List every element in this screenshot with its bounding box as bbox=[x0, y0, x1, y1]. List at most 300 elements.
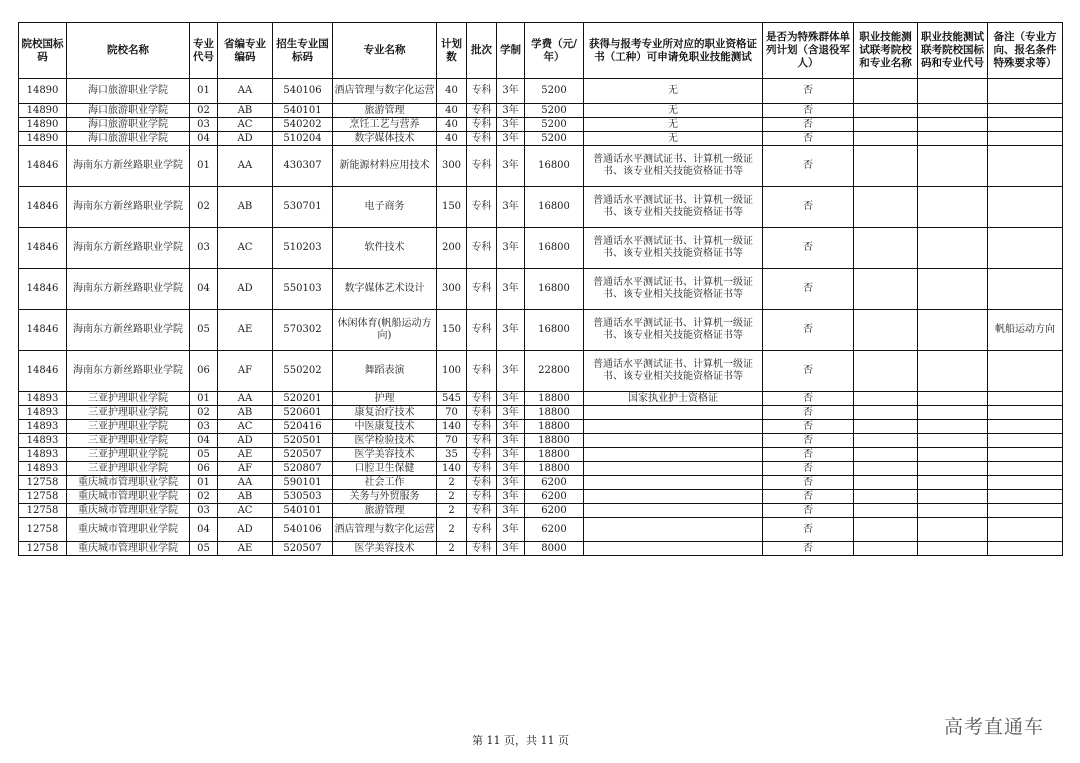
cell-special-group: 否 bbox=[763, 434, 854, 448]
cell-remarks bbox=[988, 420, 1063, 434]
cell-joint-test-school bbox=[854, 146, 918, 187]
cell-national-major-code: 430307 bbox=[273, 146, 333, 187]
cell-remarks bbox=[988, 448, 1063, 462]
cell-tuition: 5200 bbox=[525, 79, 584, 104]
cell-tuition: 18800 bbox=[525, 448, 584, 462]
cell-batch: 专科 bbox=[467, 118, 497, 132]
table-row bbox=[19, 269, 1063, 310]
cell-school-name: 海口旅游职业学院 bbox=[67, 118, 190, 132]
cell-tuition: 18800 bbox=[525, 406, 584, 420]
cell-remarks bbox=[988, 518, 1063, 542]
cell-duration: 3年 bbox=[497, 542, 525, 556]
cell-joint-test-code bbox=[918, 434, 988, 448]
cell-national-major-code: 520416 bbox=[273, 420, 333, 434]
cell-major-code: 03 bbox=[190, 504, 218, 518]
cell-batch: 专科 bbox=[467, 228, 497, 269]
cell-national-major-code: 540202 bbox=[273, 118, 333, 132]
cell-major-name: 社会工作 bbox=[333, 476, 437, 490]
table-row bbox=[19, 132, 1063, 146]
cell-major-code: 03 bbox=[190, 420, 218, 434]
watermark: 高考直通车 bbox=[944, 716, 1045, 738]
cell-certificate-exemption bbox=[584, 490, 763, 504]
cell-national-major-code: 540101 bbox=[273, 504, 333, 518]
cell-major-code: 01 bbox=[190, 392, 218, 406]
cell-batch: 专科 bbox=[467, 187, 497, 228]
header-major-name: 专业名称 bbox=[333, 23, 437, 79]
cell-joint-test-code bbox=[918, 228, 988, 269]
cell-major-code: 05 bbox=[190, 448, 218, 462]
cell-remarks bbox=[988, 228, 1063, 269]
cell-plan-count: 2 bbox=[437, 476, 467, 490]
cell-joint-test-school bbox=[854, 269, 918, 310]
cell-national-major-code: 530503 bbox=[273, 490, 333, 504]
cell-school-code: 14890 bbox=[19, 118, 67, 132]
cell-joint-test-school bbox=[854, 351, 918, 392]
cell-school-code: 14890 bbox=[19, 104, 67, 118]
cell-certificate-exemption bbox=[584, 462, 763, 476]
cell-national-major-code: 520201 bbox=[273, 392, 333, 406]
cell-national-major-code: 510204 bbox=[273, 132, 333, 146]
table-row bbox=[19, 228, 1063, 269]
cell-remarks: 帆船运动方向 bbox=[988, 310, 1063, 351]
header-remarks: 备注（专业方向、报名条件特殊要求等） bbox=[988, 23, 1063, 79]
cell-school-code: 14890 bbox=[19, 132, 67, 146]
table-row bbox=[19, 79, 1063, 104]
cell-tuition: 16800 bbox=[525, 228, 584, 269]
cell-plan-count: 140 bbox=[437, 420, 467, 434]
cell-school-name: 三亚护理职业学院 bbox=[67, 434, 190, 448]
cell-batch: 专科 bbox=[467, 518, 497, 542]
cell-tuition: 5200 bbox=[525, 118, 584, 132]
cell-special-group: 否 bbox=[763, 104, 854, 118]
cell-province-code: AB bbox=[218, 490, 273, 504]
cell-certificate-exemption bbox=[584, 518, 763, 542]
cell-major-name: 旅游管理 bbox=[333, 504, 437, 518]
cell-school-name: 重庆城市管理职业学院 bbox=[67, 490, 190, 504]
cell-province-code: AB bbox=[218, 406, 273, 420]
cell-joint-test-school bbox=[854, 462, 918, 476]
cell-plan-count: 2 bbox=[437, 490, 467, 504]
cell-national-major-code: 510203 bbox=[273, 228, 333, 269]
cell-joint-test-school bbox=[854, 406, 918, 420]
cell-plan-count: 40 bbox=[437, 118, 467, 132]
cell-remarks bbox=[988, 187, 1063, 228]
cell-major-name: 旅游管理 bbox=[333, 104, 437, 118]
header-special-group: 是否为特殊群体单列计划（含退役军人） bbox=[763, 23, 854, 79]
cell-special-group: 否 bbox=[763, 462, 854, 476]
cell-province-code: AD bbox=[218, 518, 273, 542]
table-row bbox=[19, 462, 1063, 476]
cell-special-group: 否 bbox=[763, 406, 854, 420]
cell-special-group: 否 bbox=[763, 146, 854, 187]
cell-major-name: 中医康复技术 bbox=[333, 420, 437, 434]
cell-plan-count: 40 bbox=[437, 104, 467, 118]
cell-school-name: 海口旅游职业学院 bbox=[67, 79, 190, 104]
cell-school-name: 三亚护理职业学院 bbox=[67, 448, 190, 462]
cell-national-major-code: 530701 bbox=[273, 187, 333, 228]
table-row bbox=[19, 476, 1063, 490]
cell-tuition: 18800 bbox=[525, 392, 584, 406]
cell-plan-count: 70 bbox=[437, 434, 467, 448]
cell-duration: 3年 bbox=[497, 420, 525, 434]
cell-major-code: 04 bbox=[190, 518, 218, 542]
table-row bbox=[19, 118, 1063, 132]
cell-school-name: 三亚护理职业学院 bbox=[67, 392, 190, 406]
cell-tuition: 5200 bbox=[525, 104, 584, 118]
cell-major-code: 06 bbox=[190, 351, 218, 392]
cell-duration: 3年 bbox=[497, 269, 525, 310]
cell-joint-test-school bbox=[854, 79, 918, 104]
cell-joint-test-code bbox=[918, 518, 988, 542]
cell-joint-test-school bbox=[854, 504, 918, 518]
cell-batch: 专科 bbox=[467, 434, 497, 448]
cell-school-code: 14893 bbox=[19, 462, 67, 476]
cell-remarks bbox=[988, 490, 1063, 504]
cell-school-code: 14893 bbox=[19, 392, 67, 406]
cell-major-name: 舞蹈表演 bbox=[333, 351, 437, 392]
cell-school-name: 海口旅游职业学院 bbox=[67, 132, 190, 146]
cell-joint-test-school bbox=[854, 434, 918, 448]
cell-joint-test-school bbox=[854, 310, 918, 351]
cell-school-code: 14846 bbox=[19, 269, 67, 310]
cell-remarks bbox=[988, 146, 1063, 187]
cell-duration: 3年 bbox=[497, 310, 525, 351]
cell-major-code: 01 bbox=[190, 476, 218, 490]
cell-tuition: 8000 bbox=[525, 542, 584, 556]
header-school-code: 院校国标码 bbox=[19, 23, 67, 79]
cell-national-major-code: 590101 bbox=[273, 476, 333, 490]
cell-batch: 专科 bbox=[467, 542, 497, 556]
cell-plan-count: 40 bbox=[437, 132, 467, 146]
cell-batch: 专科 bbox=[467, 420, 497, 434]
table-row bbox=[19, 392, 1063, 406]
cell-province-code: AE bbox=[218, 310, 273, 351]
cell-school-code: 14893 bbox=[19, 406, 67, 420]
cell-school-code: 14893 bbox=[19, 420, 67, 434]
cell-remarks bbox=[988, 269, 1063, 310]
cell-national-major-code: 550103 bbox=[273, 269, 333, 310]
cell-plan-count: 150 bbox=[437, 187, 467, 228]
cell-major-name: 新能源材料应用技术 bbox=[333, 146, 437, 187]
table-row bbox=[19, 187, 1063, 228]
header-tuition: 学费（元/年） bbox=[525, 23, 584, 79]
enrollment-plan-table bbox=[18, 22, 1063, 556]
cell-remarks bbox=[988, 504, 1063, 518]
cell-school-name: 海南东方新丝路职业学院 bbox=[67, 310, 190, 351]
cell-province-code: AC bbox=[218, 420, 273, 434]
cell-special-group: 否 bbox=[763, 187, 854, 228]
cell-major-code: 04 bbox=[190, 269, 218, 310]
cell-joint-test-code bbox=[918, 392, 988, 406]
cell-province-code: AC bbox=[218, 504, 273, 518]
cell-remarks bbox=[988, 118, 1063, 132]
cell-school-name: 重庆城市管理职业学院 bbox=[67, 504, 190, 518]
cell-joint-test-code bbox=[918, 118, 988, 132]
cell-school-name: 重庆城市管理职业学院 bbox=[67, 542, 190, 556]
cell-school-code: 14890 bbox=[19, 79, 67, 104]
cell-plan-count: 2 bbox=[437, 518, 467, 542]
cell-school-code: 14846 bbox=[19, 187, 67, 228]
cell-province-code: AF bbox=[218, 462, 273, 476]
cell-plan-count: 2 bbox=[437, 542, 467, 556]
cell-duration: 3年 bbox=[497, 406, 525, 420]
cell-certificate-exemption bbox=[584, 420, 763, 434]
cell-special-group: 否 bbox=[763, 448, 854, 462]
cell-joint-test-code bbox=[918, 542, 988, 556]
cell-joint-test-school bbox=[854, 118, 918, 132]
cell-joint-test-school bbox=[854, 420, 918, 434]
cell-school-name: 三亚护理职业学院 bbox=[67, 406, 190, 420]
cell-plan-count: 300 bbox=[437, 269, 467, 310]
cell-province-code: AF bbox=[218, 351, 273, 392]
cell-joint-test-code bbox=[918, 310, 988, 351]
cell-school-name: 海南东方新丝路职业学院 bbox=[67, 146, 190, 187]
cell-joint-test-code bbox=[918, 269, 988, 310]
cell-school-code: 14893 bbox=[19, 448, 67, 462]
cell-joint-test-code bbox=[918, 104, 988, 118]
table-row bbox=[19, 104, 1063, 118]
cell-major-name: 电子商务 bbox=[333, 187, 437, 228]
cell-joint-test-school bbox=[854, 104, 918, 118]
cell-certificate-exemption bbox=[584, 504, 763, 518]
cell-major-code: 02 bbox=[190, 187, 218, 228]
cell-remarks bbox=[988, 542, 1063, 556]
cell-school-code: 12758 bbox=[19, 542, 67, 556]
header-province-code: 省编专业编码 bbox=[218, 23, 273, 79]
cell-major-code: 02 bbox=[190, 406, 218, 420]
cell-joint-test-code bbox=[918, 132, 988, 146]
cell-national-major-code: 540106 bbox=[273, 518, 333, 542]
cell-joint-test-code bbox=[918, 420, 988, 434]
cell-batch: 专科 bbox=[467, 79, 497, 104]
cell-joint-test-code bbox=[918, 146, 988, 187]
cell-tuition: 6200 bbox=[525, 504, 584, 518]
cell-plan-count: 2 bbox=[437, 504, 467, 518]
cell-national-major-code: 520507 bbox=[273, 542, 333, 556]
cell-certificate-exemption: 普通话水平测试证书、计算机一级证书、该专业相关技能资格证书等 bbox=[584, 351, 763, 392]
cell-national-major-code: 550202 bbox=[273, 351, 333, 392]
cell-remarks bbox=[988, 476, 1063, 490]
header-plan-count: 计划数 bbox=[437, 23, 467, 79]
cell-school-name: 三亚护理职业学院 bbox=[67, 462, 190, 476]
cell-tuition: 22800 bbox=[525, 351, 584, 392]
cell-school-name: 海南东方新丝路职业学院 bbox=[67, 351, 190, 392]
cell-province-code: AD bbox=[218, 269, 273, 310]
cell-plan-count: 545 bbox=[437, 392, 467, 406]
cell-province-code: AC bbox=[218, 118, 273, 132]
cell-plan-count: 200 bbox=[437, 228, 467, 269]
cell-special-group: 否 bbox=[763, 542, 854, 556]
table-row bbox=[19, 146, 1063, 187]
cell-school-name: 三亚护理职业学院 bbox=[67, 420, 190, 434]
cell-special-group: 否 bbox=[763, 269, 854, 310]
cell-special-group: 否 bbox=[763, 228, 854, 269]
cell-major-name: 数字媒体技术 bbox=[333, 132, 437, 146]
cell-certificate-exemption: 普通话水平测试证书、计算机一级证书、该专业相关技能资格证书等 bbox=[584, 310, 763, 351]
cell-plan-count: 300 bbox=[437, 146, 467, 187]
cell-certificate-exemption bbox=[584, 542, 763, 556]
cell-national-major-code: 570302 bbox=[273, 310, 333, 351]
cell-school-code: 14846 bbox=[19, 228, 67, 269]
cell-certificate-exemption: 普通话水平测试证书、计算机一级证书、该专业相关技能资格证书等 bbox=[584, 269, 763, 310]
header-certificate-exemption: 获得与报考专业所对应的职业资格证书（工种）可申请免职业技能测试 bbox=[584, 23, 763, 79]
header-joint-test-code: 职业技能测试联考院校国标码和专业代号 bbox=[918, 23, 988, 79]
cell-joint-test-code bbox=[918, 187, 988, 228]
cell-special-group: 否 bbox=[763, 420, 854, 434]
cell-major-name: 医学美容技术 bbox=[333, 542, 437, 556]
cell-certificate-exemption: 普通话水平测试证书、计算机一级证书、该专业相关技能资格证书等 bbox=[584, 228, 763, 269]
cell-national-major-code: 520601 bbox=[273, 406, 333, 420]
table-row bbox=[19, 434, 1063, 448]
cell-duration: 3年 bbox=[497, 476, 525, 490]
cell-major-code: 03 bbox=[190, 118, 218, 132]
cell-tuition: 16800 bbox=[525, 310, 584, 351]
table-row bbox=[19, 420, 1063, 434]
cell-joint-test-school bbox=[854, 228, 918, 269]
cell-batch: 专科 bbox=[467, 448, 497, 462]
cell-batch: 专科 bbox=[467, 462, 497, 476]
cell-batch: 专科 bbox=[467, 392, 497, 406]
cell-province-code: AE bbox=[218, 448, 273, 462]
table-row bbox=[19, 351, 1063, 392]
cell-joint-test-school bbox=[854, 132, 918, 146]
cell-joint-test-code bbox=[918, 448, 988, 462]
header-national-major-code: 招生专业国标码 bbox=[273, 23, 333, 79]
cell-plan-count: 70 bbox=[437, 406, 467, 420]
page-number: 第 11 页，共 11 页 bbox=[472, 734, 569, 747]
cell-joint-test-school bbox=[854, 476, 918, 490]
cell-batch: 专科 bbox=[467, 104, 497, 118]
cell-joint-test-school bbox=[854, 392, 918, 406]
cell-major-code: 03 bbox=[190, 228, 218, 269]
cell-certificate-exemption bbox=[584, 434, 763, 448]
cell-duration: 3年 bbox=[497, 490, 525, 504]
cell-major-code: 04 bbox=[190, 434, 218, 448]
cell-tuition: 16800 bbox=[525, 269, 584, 310]
cell-joint-test-code bbox=[918, 490, 988, 504]
cell-batch: 专科 bbox=[467, 406, 497, 420]
cell-certificate-exemption: 无 bbox=[584, 118, 763, 132]
cell-school-code: 14893 bbox=[19, 434, 67, 448]
cell-remarks bbox=[988, 434, 1063, 448]
cell-school-name: 海南东方新丝路职业学院 bbox=[67, 187, 190, 228]
cell-province-code: AA bbox=[218, 392, 273, 406]
cell-batch: 专科 bbox=[467, 132, 497, 146]
cell-school-code: 12758 bbox=[19, 476, 67, 490]
cell-province-code: AD bbox=[218, 132, 273, 146]
cell-school-name: 海口旅游职业学院 bbox=[67, 104, 190, 118]
table-row bbox=[19, 542, 1063, 556]
cell-joint-test-school bbox=[854, 518, 918, 542]
table-row bbox=[19, 448, 1063, 462]
cell-joint-test-school bbox=[854, 448, 918, 462]
cell-certificate-exemption: 无 bbox=[584, 79, 763, 104]
cell-tuition: 6200 bbox=[525, 490, 584, 504]
cell-school-name: 重庆城市管理职业学院 bbox=[67, 518, 190, 542]
cell-joint-test-school bbox=[854, 187, 918, 228]
cell-batch: 专科 bbox=[467, 351, 497, 392]
cell-certificate-exemption bbox=[584, 476, 763, 490]
cell-tuition: 16800 bbox=[525, 187, 584, 228]
cell-tuition: 18800 bbox=[525, 434, 584, 448]
cell-remarks bbox=[988, 104, 1063, 118]
cell-major-name: 软件技术 bbox=[333, 228, 437, 269]
cell-duration: 3年 bbox=[497, 146, 525, 187]
cell-major-name: 酒店管理与数字化运营 bbox=[333, 79, 437, 104]
cell-joint-test-code bbox=[918, 462, 988, 476]
cell-tuition: 6200 bbox=[525, 518, 584, 542]
cell-duration: 3年 bbox=[497, 351, 525, 392]
cell-duration: 3年 bbox=[497, 228, 525, 269]
cell-joint-test-code bbox=[918, 406, 988, 420]
cell-special-group: 否 bbox=[763, 118, 854, 132]
cell-special-group: 否 bbox=[763, 504, 854, 518]
cell-joint-test-code bbox=[918, 79, 988, 104]
cell-plan-count: 140 bbox=[437, 462, 467, 476]
cell-special-group: 否 bbox=[763, 79, 854, 104]
header-duration: 学制 bbox=[497, 23, 525, 79]
cell-duration: 3年 bbox=[497, 462, 525, 476]
cell-major-name: 数字媒体艺术设计 bbox=[333, 269, 437, 310]
cell-duration: 3年 bbox=[497, 434, 525, 448]
cell-remarks bbox=[988, 392, 1063, 406]
cell-duration: 3年 bbox=[497, 187, 525, 228]
cell-certificate-exemption: 国家执业护士资格证 bbox=[584, 392, 763, 406]
cell-school-name: 海南东方新丝路职业学院 bbox=[67, 228, 190, 269]
cell-tuition: 18800 bbox=[525, 462, 584, 476]
cell-school-code: 14846 bbox=[19, 146, 67, 187]
cell-major-code: 06 bbox=[190, 462, 218, 476]
cell-batch: 专科 bbox=[467, 490, 497, 504]
header-joint-test-school: 职业技能测试联考院校和专业名称 bbox=[854, 23, 918, 79]
cell-major-name: 医学美容技术 bbox=[333, 448, 437, 462]
cell-certificate-exemption: 无 bbox=[584, 132, 763, 146]
cell-national-major-code: 540106 bbox=[273, 79, 333, 104]
cell-province-code: AA bbox=[218, 79, 273, 104]
cell-certificate-exemption: 普通话水平测试证书、计算机一级证书、该专业相关技能资格证书等 bbox=[584, 146, 763, 187]
cell-school-code: 12758 bbox=[19, 504, 67, 518]
cell-duration: 3年 bbox=[497, 79, 525, 104]
cell-duration: 3年 bbox=[497, 104, 525, 118]
cell-remarks bbox=[988, 406, 1063, 420]
cell-duration: 3年 bbox=[497, 518, 525, 542]
cell-certificate-exemption: 无 bbox=[584, 104, 763, 118]
table-row bbox=[19, 310, 1063, 351]
cell-special-group: 否 bbox=[763, 490, 854, 504]
cell-major-name: 关务与外贸服务 bbox=[333, 490, 437, 504]
cell-province-code: AB bbox=[218, 187, 273, 228]
cell-tuition: 16800 bbox=[525, 146, 584, 187]
cell-duration: 3年 bbox=[497, 392, 525, 406]
cell-province-code: AE bbox=[218, 542, 273, 556]
cell-joint-test-code bbox=[918, 476, 988, 490]
cell-duration: 3年 bbox=[497, 132, 525, 146]
cell-joint-test-code bbox=[918, 504, 988, 518]
cell-school-code: 12758 bbox=[19, 490, 67, 504]
cell-tuition: 18800 bbox=[525, 420, 584, 434]
cell-major-name: 烹饪工艺与营养 bbox=[333, 118, 437, 132]
cell-remarks bbox=[988, 351, 1063, 392]
cell-province-code: AD bbox=[218, 434, 273, 448]
cell-joint-test-code bbox=[918, 351, 988, 392]
cell-special-group: 否 bbox=[763, 132, 854, 146]
cell-province-code: AB bbox=[218, 104, 273, 118]
cell-major-code: 01 bbox=[190, 79, 218, 104]
cell-special-group: 否 bbox=[763, 310, 854, 351]
cell-major-name: 休闲体育(帆船运动方向) bbox=[333, 310, 437, 351]
cell-batch: 专科 bbox=[467, 146, 497, 187]
cell-major-name: 康复治疗技术 bbox=[333, 406, 437, 420]
